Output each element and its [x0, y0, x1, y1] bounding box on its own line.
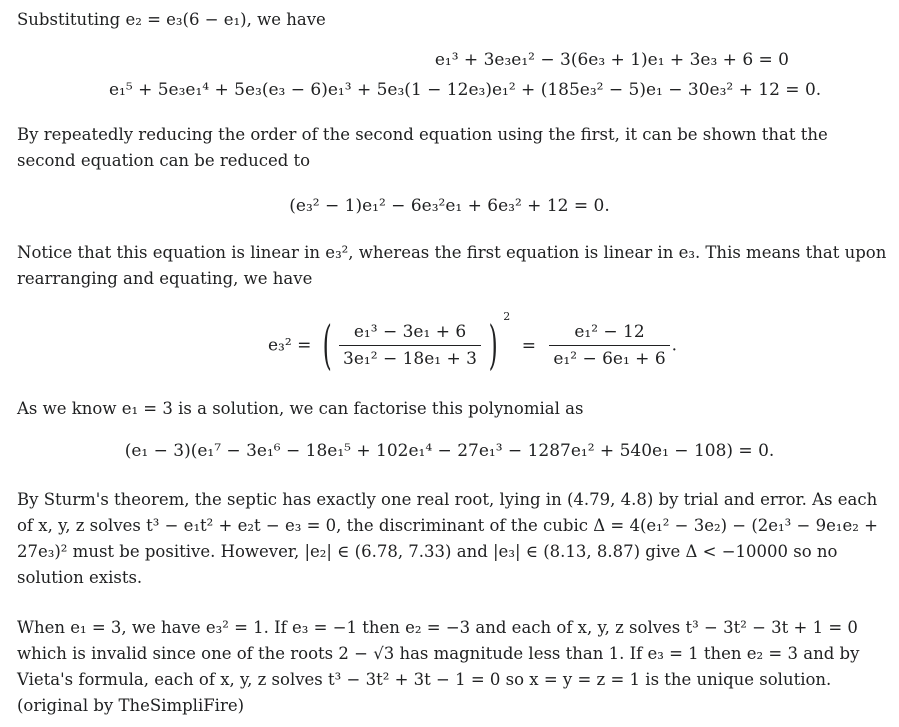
equals-sign: =: [521, 335, 536, 356]
e3-squared-lhs: e₃² =: [268, 335, 312, 356]
fraction-right: [549, 322, 669, 369]
intro-substitution-math: e₂ = e₃(6 − e₁): [125, 10, 247, 29]
equation-e3-squared: [268, 310, 678, 376]
fraction-right-numerator: e₁² − 12: [549, 322, 669, 346]
fraction-left-numerator: e₁³ − 3e₁ + 6: [339, 322, 481, 346]
equation-reduced: (e₃² − 1)e₁² − 6e₃²e₁ + 6e₃² + 12 = 0.: [289, 196, 610, 216]
equation-cubic: e₁³ + 3e₃e₁² − 3(6e₃ + 1)e₁ + 3e₃ + 6 = 0: [434, 50, 789, 70]
fraction-left-denominator: 3e₁² − 18e₁ + 3: [343, 349, 477, 369]
fraction-left: [339, 322, 481, 369]
intro-lead-text: Substituting: [17, 10, 126, 29]
final-paragraph: When e₁ = 3, we have e₃² = 1. If e₃ = −1 then e₂ = −3 and each of x, y, z solves t³ − 3t² − 3t + 1 = 0 which is invalid since one of the roots 2 − √3 has magnitude less than 1. If e₃ = 1 then e₂ = 3 and by Vieta's formula, each of x, y, z solves t³ − 3t² + 3t − 1 = 0 so x = y = z = 1 is the unique solution. (original by TheSimpliFire): [17, 618, 860, 715]
left-paren-icon: (: [322, 315, 332, 376]
right-paren-icon: ): [488, 315, 498, 376]
linearity-paragraph: Notice that this equation is linear in e₃², whereas the first equation is linear in e₃. This means that upon rearranging and equating, we have: [17, 243, 887, 288]
factor-intro-paragraph: As we know e₁ = 3 is a solution, we can factorise this polynomial as: [17, 399, 584, 418]
intro-paragraph: [17, 7, 887, 33]
intro-tail-text: , we have: [246, 10, 326, 29]
fraction-exponent: 2: [503, 310, 511, 323]
reduction-paragraph: By repeatedly reducing the order of the second equation using the first, it can be shown that the second equation can be reduced to: [17, 125, 828, 170]
equation-quintic: e₁⁵ + 5e₃e₁⁴ + 5e₃(e₃ − 6)e₁³ + 5e₃(1 − 12e₃)e₁² + (185e₃² − 5)e₁ − 30e₃² + 12 = 0.: [109, 80, 822, 100]
fraction-period: .: [671, 335, 678, 356]
fraction-right-denominator: e₁² − 6e₁ + 6: [553, 349, 666, 369]
sturm-paragraph: By Sturm's theorem, the septic has exactly one real root, lying in (4.79, 4.8) by trial and error. As each of x, y, z solves t³ − e₁t² + e₂t − e₃ = 0, the discriminant of the cubic Δ = 4(e₁² − 3e₂) − (2e₁³ − 9e₁e₂ + 27e₃)² must be positive. However, |e₂| ∈ (6.78, 7.33) and |e₃| ∈ (8.13, 8.87) give Δ < −10000 so no solution exists.: [17, 490, 878, 587]
equation-factorised: (e₁ − 3)(e₁⁷ − 3e₁⁶ − 18e₁⁵ + 102e₁⁴ − 27e₁³ − 1287e₁² + 540e₁ − 108) = 0.: [124, 441, 775, 461]
